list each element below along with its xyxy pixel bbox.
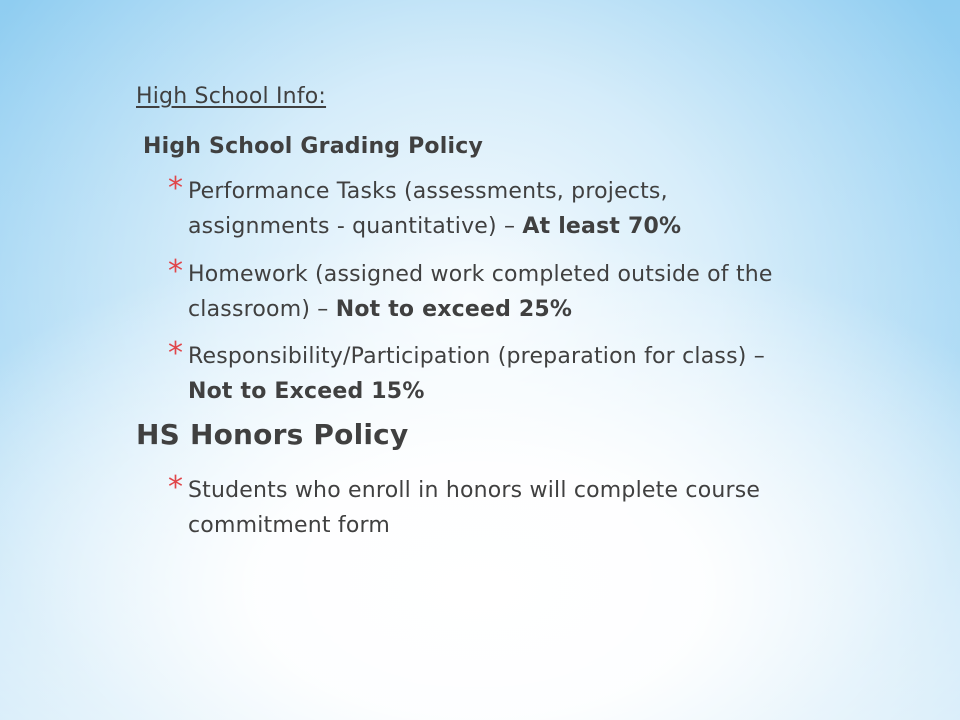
honors-policy-title: HS Honors Policy bbox=[136, 418, 409, 451]
bullet-star-icon: * bbox=[168, 470, 184, 505]
grading-policy-item-text bbox=[188, 339, 808, 409]
bullet-star-icon: * bbox=[168, 336, 184, 371]
grading-policy-item bbox=[168, 171, 808, 244]
grading-policy-item-text bbox=[188, 174, 808, 244]
slide-heading: High School Info: bbox=[136, 84, 327, 109]
grading-policy-item-text bbox=[188, 257, 808, 327]
bullet-star-icon: * bbox=[168, 171, 184, 206]
item-emphasis: At least 70% bbox=[522, 214, 682, 239]
item-description: Performance Tasks (assessments, projects, assignments - quantitative) – bbox=[188, 179, 668, 239]
grading-policy-item bbox=[168, 254, 808, 327]
item-emphasis: Not to Exceed 15% bbox=[188, 379, 425, 404]
honors-policy-item bbox=[168, 470, 808, 543]
item-emphasis: Not to exceed 25% bbox=[335, 297, 573, 322]
honors-policy-item-text: Students who enroll in honors will complete course commitment form bbox=[188, 478, 761, 538]
item-description: Responsibility/Participation (preparation for class) – bbox=[188, 344, 765, 369]
grading-policy-title: High School Grading Policy bbox=[143, 134, 484, 159]
grading-policy-item bbox=[168, 336, 808, 409]
bullet-star-icon: * bbox=[168, 254, 184, 289]
item-description: Homework (assigned work completed outside of the classroom) – bbox=[188, 262, 773, 322]
